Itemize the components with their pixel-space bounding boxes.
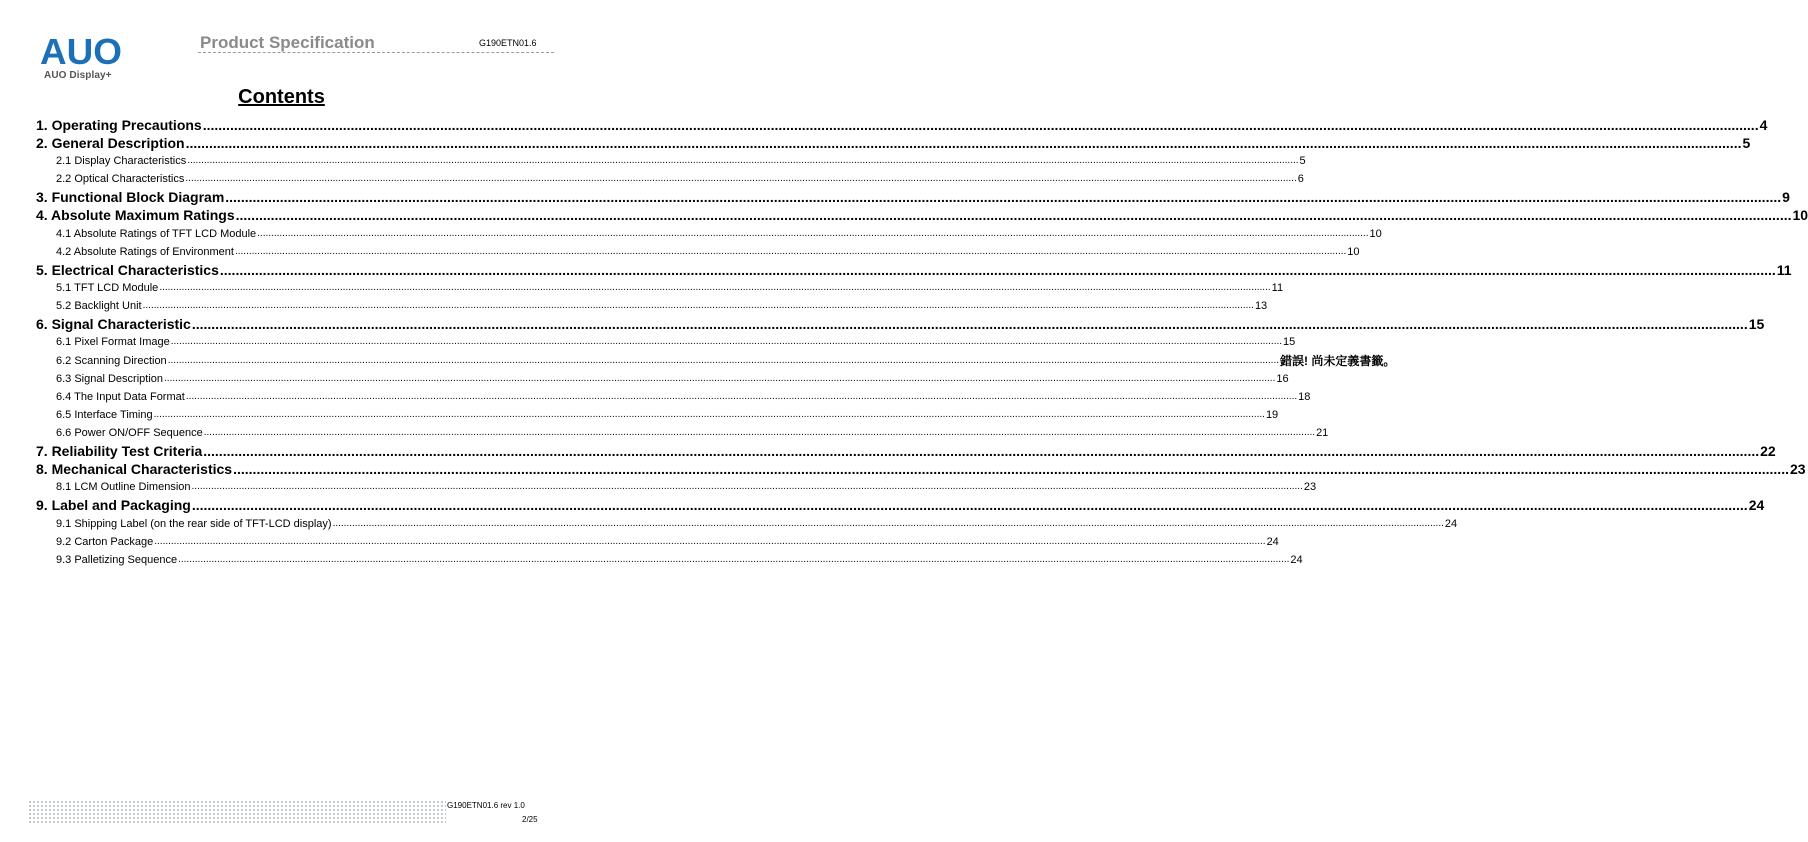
header-rule: [198, 52, 554, 53]
toc-entry-page: 15: [1748, 316, 1765, 333]
toc-entry-page: 10: [1792, 207, 1808, 224]
footer-revision: G190ETN01.6 rev 1.0: [447, 801, 525, 810]
toc-entry-label: 5.1 TFT LCD Module: [56, 281, 159, 294]
toc-entry[interactable]: [36, 406, 1279, 424]
toc-leader-dots: ................................................................................................................................................................................................................................................................................................................................................................................................................: [187, 155, 1299, 167]
toc-entry[interactable]: [36, 442, 1776, 460]
toc-entry[interactable]: [36, 351, 1396, 369]
header-title: Product Specification: [200, 33, 375, 52]
toc-entry[interactable]: [36, 152, 1306, 170]
toc-entry-page: 5: [1742, 135, 1751, 151]
table-of-contents: [36, 116, 1808, 569]
toc-entry[interactable]: [36, 315, 1765, 333]
toc-leader-dots: ................................................................................................................................................................................................................................................................................................................................................................................................................: [234, 245, 1347, 257]
toc-entry[interactable]: [36, 243, 1360, 261]
toc-entry-page: 10: [1347, 245, 1360, 258]
toc-entry-label: 8.1 LCM Outline Dimension: [56, 481, 191, 494]
toc-entry-label: 8. Mechanical Characteristics: [36, 461, 233, 478]
toc-entry[interactable]: [36, 224, 1382, 242]
toc-entry-label: 9.1 Shipping Label (on the rear side of TFT-LCD display): [56, 517, 332, 530]
toc-entry-label: 6.2 Scanning Direction: [56, 354, 167, 367]
toc-entry[interactable]: [36, 261, 1792, 279]
toc-entry-page: 24: [1444, 517, 1458, 530]
toc-entry-label: 6.5 Interface Timing: [56, 409, 153, 422]
toc-entry-page: 24: [1266, 535, 1279, 548]
toc-leader-dots: ................................................................................................................................................................................................................................................................................................................................................................................................................: [332, 517, 1444, 529]
toc-entry-label: 5.2 Backlight Unit: [56, 300, 142, 313]
header-model: G190ETN01.6: [479, 38, 537, 48]
toc-entry[interactable]: [36, 188, 1790, 206]
toc-entry[interactable]: [36, 279, 1284, 297]
toc-leader-dots: ................................................................................................................................................................................................................................................................................................................................................................................................................: [185, 390, 1298, 402]
toc-entry[interactable]: [36, 551, 1303, 569]
toc-entry-page: 6: [1297, 173, 1304, 186]
toc-entry-label: 4.1 Absolute Ratings of TFT LCD Module: [56, 227, 257, 240]
toc-entry-label: 2. General Description: [36, 135, 185, 151]
toc-entry-page: 13: [1254, 300, 1268, 313]
toc-entry-page: 23: [1789, 461, 1806, 478]
toc-entry[interactable]: [36, 533, 1279, 551]
toc-entry-label: 9. Label and Packaging: [36, 497, 191, 514]
toc-entry-page: 24: [1748, 497, 1765, 514]
toc-entry[interactable]: [36, 424, 1329, 442]
toc-leader-dots: ................................................................................................................................................................................................................................................................................................................................................................................................................: [178, 554, 1290, 565]
toc-leader-dots: ................................................................................................................................................................................................................................................................................................................................................................................................................: [185, 173, 1297, 185]
toc-entry-page: 15: [1283, 336, 1296, 349]
toc-entry-page: 24: [1290, 554, 1303, 566]
toc-entry-page: 18: [1298, 390, 1311, 403]
toc-entry-page: 21: [1316, 427, 1329, 440]
toc-entry-page: 錯誤! 尚未定義書籤。: [1280, 353, 1396, 368]
toc-entry[interactable]: [36, 116, 1768, 134]
toc-entry-label: 9.2 Carton Package: [56, 535, 154, 548]
toc-entry-label: 2.2 Optical Characteristics: [56, 173, 185, 186]
toc-leader-dots: ................................................................................................................................................................................................................................................................................................................................................................................................................: [159, 281, 1271, 293]
toc-leader-dots: ................................................................................................................................................................................................................................................................................................................................................................................................................: [154, 535, 1266, 547]
toc-leader-dots: ................................................................................................................................................................................................................................................................................................................................................................................................................: [164, 372, 1276, 384]
toc-entry-page: 5: [1299, 155, 1306, 168]
toc-entry[interactable]: [36, 333, 1296, 351]
toc-leader-dots: ................................................................................................................................................................................................................................................................................................................................................................................................................: [185, 135, 1742, 151]
toc-leader-dots: ................................................................................................................................................................................................................................................................................................................................................................................................................: [203, 443, 1760, 460]
toc-entry-label: 6.4 The Input Data Format: [56, 390, 185, 403]
toc-entry[interactable]: [36, 134, 1751, 152]
toc-entry-page: 16: [1276, 372, 1289, 385]
toc-entry[interactable]: [36, 170, 1304, 188]
toc-entry-page: 19: [1265, 409, 1279, 422]
toc-entry-page: 10: [1369, 227, 1382, 240]
toc-leader-dots: ................................................................................................................................................................................................................................................................................................................................................................................................................: [191, 481, 1303, 493]
toc-leader-dots: ................................................................................................................................................................................................................................................................................................................................................................................................................: [235, 207, 1792, 224]
auo-logo-mark: [40, 31, 122, 72]
toc-entry-label: 6. Signal Characteristic: [36, 316, 191, 333]
toc-entry-page: 11: [1271, 281, 1284, 294]
toc-leader-dots: ................................................................................................................................................................................................................................................................................................................................................................................................................: [167, 354, 1280, 366]
toc-leader-dots: ................................................................................................................................................................................................................................................................................................................................................................................................................: [191, 497, 1748, 514]
toc-leader-dots: ................................................................................................................................................................................................................................................................................................................................................................................................................: [170, 336, 1283, 348]
toc-entry[interactable]: [36, 478, 1317, 496]
toc-entry-page: 23: [1303, 481, 1317, 494]
auo-logo: [40, 31, 124, 84]
toc-entry-page: 22: [1760, 443, 1776, 460]
toc-entry-page: 11: [1776, 261, 1792, 278]
toc-leader-dots: ................................................................................................................................................................................................................................................................................................................................................................................................................: [225, 189, 1782, 206]
toc-entry[interactable]: [36, 460, 1806, 478]
toc-leader-dots: ................................................................................................................................................................................................................................................................................................................................................................................................................: [142, 300, 1254, 312]
logo-subtitle: AUO Display+: [44, 70, 112, 81]
toc-entry[interactable]: [36, 370, 1289, 388]
toc-entry-page: 9: [1782, 189, 1790, 206]
logo-text: AUO: [40, 31, 122, 72]
toc-entry[interactable]: [36, 206, 1808, 224]
toc-leader-dots: ................................................................................................................................................................................................................................................................................................................................................................................................................: [153, 409, 1265, 421]
toc-entry-label: 6.1 Pixel Format Image: [56, 336, 170, 349]
toc-entry[interactable]: [36, 388, 1311, 406]
toc-leader-dots: ................................................................................................................................................................................................................................................................................................................................................................................................................: [219, 261, 1776, 278]
toc-entry-label: 6.3 Signal Description: [56, 372, 164, 385]
toc-leader-dots: ................................................................................................................................................................................................................................................................................................................................................................................................................: [233, 461, 1789, 478]
footer-page-number: 2/25: [522, 815, 538, 824]
toc-entry[interactable]: [36, 514, 1458, 532]
toc-leader-dots: ................................................................................................................................................................................................................................................................................................................................................................................................................: [191, 316, 1748, 333]
toc-entry-label: 6.6 Power ON/OFF Sequence: [56, 427, 203, 440]
contents-title: Contents: [238, 86, 325, 108]
toc-entry-page: 4: [1759, 117, 1768, 133]
toc-entry-label: 4. Absolute Maximum Ratings: [36, 207, 235, 224]
toc-entry-label: 1. Operating Precautions: [36, 117, 202, 133]
toc-leader-dots: ................................................................................................................................................................................................................................................................................................................................................................................................................: [202, 117, 1759, 133]
toc-entry-label: 7. Reliability Test Criteria: [36, 443, 203, 460]
footer-dot-pattern: [28, 800, 446, 824]
toc-entry[interactable]: [36, 496, 1765, 514]
toc-entry-label: 4.2 Absolute Ratings of Environment: [56, 245, 234, 258]
toc-entry-label: 9.3 Palletizing Sequence: [56, 554, 178, 566]
toc-leader-dots: ................................................................................................................................................................................................................................................................................................................................................................................................................: [203, 427, 1316, 439]
toc-entry-label: 3. Functional Block Diagram: [36, 189, 225, 206]
toc-leader-dots: ................................................................................................................................................................................................................................................................................................................................................................................................................: [257, 227, 1369, 239]
toc-entry-label: 5. Electrical Characteristics: [36, 261, 219, 278]
toc-entry[interactable]: [36, 297, 1268, 315]
toc-entry-label: 2.1 Display Characteristics: [56, 155, 187, 168]
